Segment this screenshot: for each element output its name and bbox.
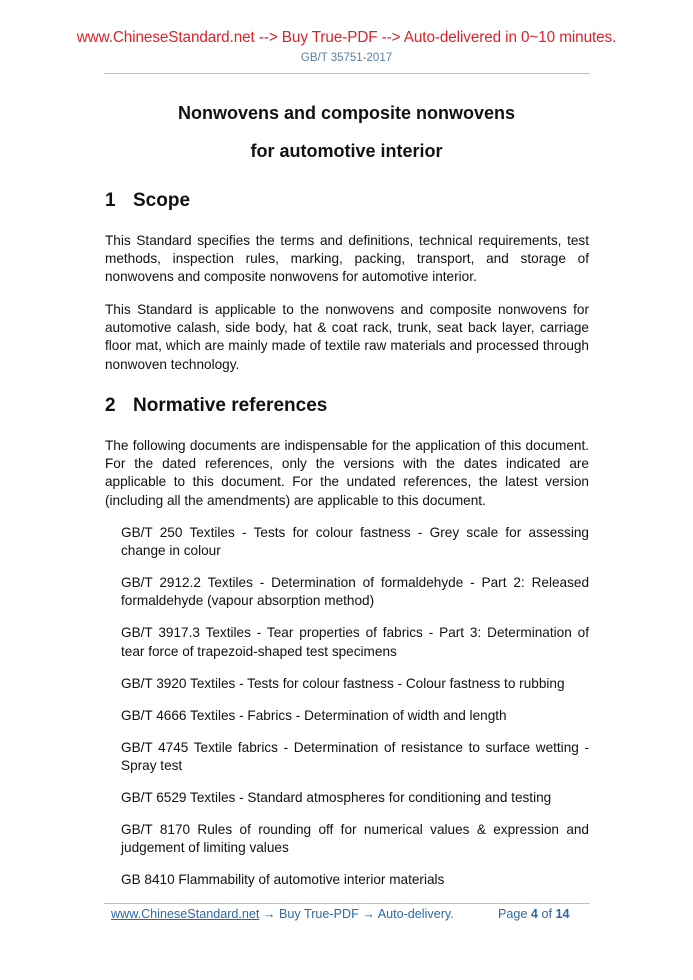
header-divider bbox=[104, 73, 590, 74]
of-label: of bbox=[541, 907, 552, 921]
section-title: Normative references bbox=[133, 395, 328, 416]
section-title: Scope bbox=[133, 190, 191, 211]
reference-item: GB/T 250 Textiles - Tests for colour fastness - Grey scale for assessing change in colour bbox=[121, 525, 589, 559]
reference-item: GB/T 6529 Textiles - Standard atmospheres for conditioning and testing bbox=[121, 789, 552, 805]
reference-item: GB/T 8170 Rules of rounding off for numerical values & expression and judgement of limiting values bbox=[121, 821, 589, 856]
promo-banner[interactable]: www.ChineseStandard.net --> Buy True-PDF --> Auto-delivered in 0~10 minutes. bbox=[76, 29, 617, 46]
scope-paragraph: This Standard specifies the terms and definitions, technical requirements, test methods, inspection rules, marking, packing, transport, and storage of nonwovens and composite nonwovens for automotive interior. bbox=[105, 233, 589, 285]
total-pages-number: 14 bbox=[555, 907, 570, 921]
reference-item: GB/T 3920 Textiles - Tests for colour fastness - Colour fastness to rubbing bbox=[121, 675, 565, 691]
document-title-line-1: Nonwovens and composite nonwovens bbox=[177, 103, 516, 123]
footer-site-link[interactable]: www.ChineseStandard.net bbox=[111, 907, 260, 921]
section-heading-scope bbox=[105, 190, 190, 212]
page-label: Page bbox=[498, 907, 528, 921]
reference-item: GB/T 3917.3 Textiles - Tear properties of fabrics - Part 3: Determination of tear force of trapezoid-shaped test specimens bbox=[121, 625, 589, 659]
document-title-line-2: for automotive interior bbox=[250, 141, 443, 161]
standard-code: GB/T 35751-2017 bbox=[300, 52, 393, 64]
scope-paragraph: This Standard is applicable to the nonwovens and composite nonwovens for automotive calash, side body, hat & coat rack, trunk, seat back layer, carriage floor mat, which are mainly made of textile raw materials and processed through nonwoven technology. bbox=[105, 302, 589, 372]
current-page-number: 4 bbox=[530, 907, 538, 921]
page-indicator bbox=[498, 907, 569, 921]
footer-tagline: → Buy True-PDF → Auto-delivery. bbox=[259, 907, 454, 921]
reference-item: GB/T 4745 Textile fabrics - Determination of resistance to surface wetting - Spray test bbox=[121, 739, 589, 773]
reference-item: GB 8410 Flammability of automotive interior materials bbox=[121, 872, 445, 888]
section-number: 2 bbox=[105, 395, 116, 416]
reference-list bbox=[121, 524, 589, 903]
section-number: 1 bbox=[105, 190, 116, 211]
reference-item: GB/T 2912.2 Textiles - Determination of formaldehyde - Part 2: Released formaldehyde (vapour absorption method) bbox=[121, 575, 589, 609]
references-intro-paragraph: The following documents are indispensable for the application of this document. For the dated references, only the versions with the dates indicated are applicable to this document. For the undated references, the latest version (including all the amendments) are applicable to this document. bbox=[105, 438, 589, 508]
footer-divider bbox=[104, 903, 590, 904]
reference-item: GB/T 4666 Textiles - Fabrics - Determination of width and length bbox=[121, 707, 507, 723]
section-heading-normative-references bbox=[105, 395, 327, 417]
footer-promo bbox=[111, 907, 454, 921]
